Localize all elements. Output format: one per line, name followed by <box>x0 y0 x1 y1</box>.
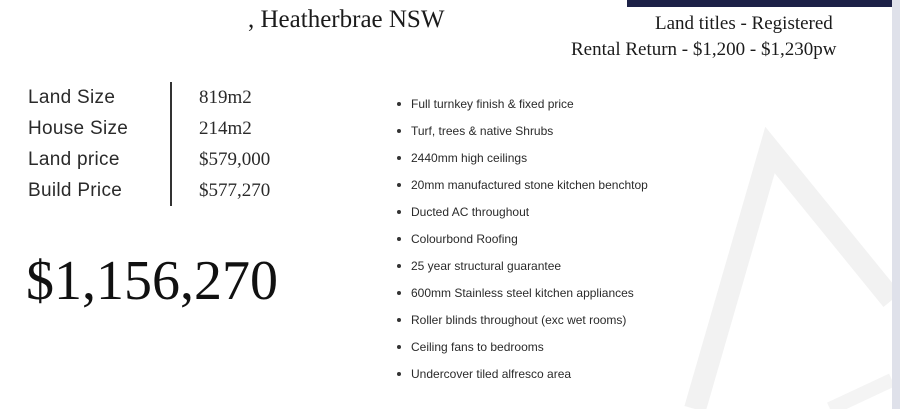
bullet-icon <box>397 291 401 295</box>
bullet-icon <box>397 183 401 187</box>
feature-text: 600mm Stainless steel kitchen appliances <box>411 286 634 300</box>
spec-divider <box>170 82 172 206</box>
feature-text: Undercover tiled alfresco area <box>411 367 572 381</box>
bullet-icon <box>397 129 401 133</box>
spec-label-house-size: House Size <box>28 118 129 139</box>
bullet-icon <box>397 318 401 322</box>
feature-text: 25 year structural guarantee <box>411 259 562 273</box>
bullet-icon <box>397 102 401 106</box>
list-item <box>397 310 648 337</box>
list-item <box>397 337 648 364</box>
list-item <box>397 364 648 391</box>
bullet-icon <box>397 237 401 241</box>
total-price: $1,156,270 <box>26 250 278 312</box>
spec-values <box>199 86 270 210</box>
bullet-icon <box>397 156 401 160</box>
list-item <box>397 148 648 175</box>
bullet-icon <box>397 372 401 376</box>
feature-text: Roller blinds throughout (exc wet rooms) <box>411 313 627 327</box>
header-accent-bar <box>627 0 892 7</box>
feature-text: Full turnkey finish & fixed price <box>411 97 574 111</box>
feature-text: Ceiling fans to bedrooms <box>411 340 544 354</box>
page-edge <box>892 0 900 409</box>
list-item <box>397 256 648 283</box>
spec-label-land-size: Land Size <box>28 87 116 108</box>
property-address: , Heatherbrae NSW <box>248 6 445 33</box>
spec-label-land-price: Land price <box>28 149 120 170</box>
bullet-icon <box>397 210 401 214</box>
bullet-icon <box>397 264 401 268</box>
feature-text: Ducted AC throughout <box>411 205 530 219</box>
spec-value-build-price: $577,270 <box>199 180 271 201</box>
spec-labels <box>28 86 128 210</box>
spec-value-house-size: 214m2 <box>199 118 252 139</box>
spec-value-land-price: $579,000 <box>199 149 271 170</box>
list-item <box>397 175 648 202</box>
spec-value-land-size: 819m2 <box>199 87 252 108</box>
bullet-icon <box>397 345 401 349</box>
list-item <box>397 94 648 121</box>
rental-return: Rental Return - $1,200 - $1,230pw <box>571 39 837 60</box>
land-titles-status: Land titles - Registered <box>655 13 833 34</box>
feature-list <box>397 94 648 391</box>
list-item <box>397 121 648 148</box>
feature-text: 2440mm high ceilings <box>411 151 528 165</box>
feature-text: Colourbond Roofing <box>411 232 518 246</box>
feature-text: 20mm manufactured stone kitchen benchtop <box>411 178 648 192</box>
feature-text: Turf, trees & native Shrubs <box>411 124 554 138</box>
spec-label-build-price: Build Price <box>28 180 123 201</box>
list-item <box>397 229 648 256</box>
list-item <box>397 283 648 310</box>
list-item <box>397 202 648 229</box>
